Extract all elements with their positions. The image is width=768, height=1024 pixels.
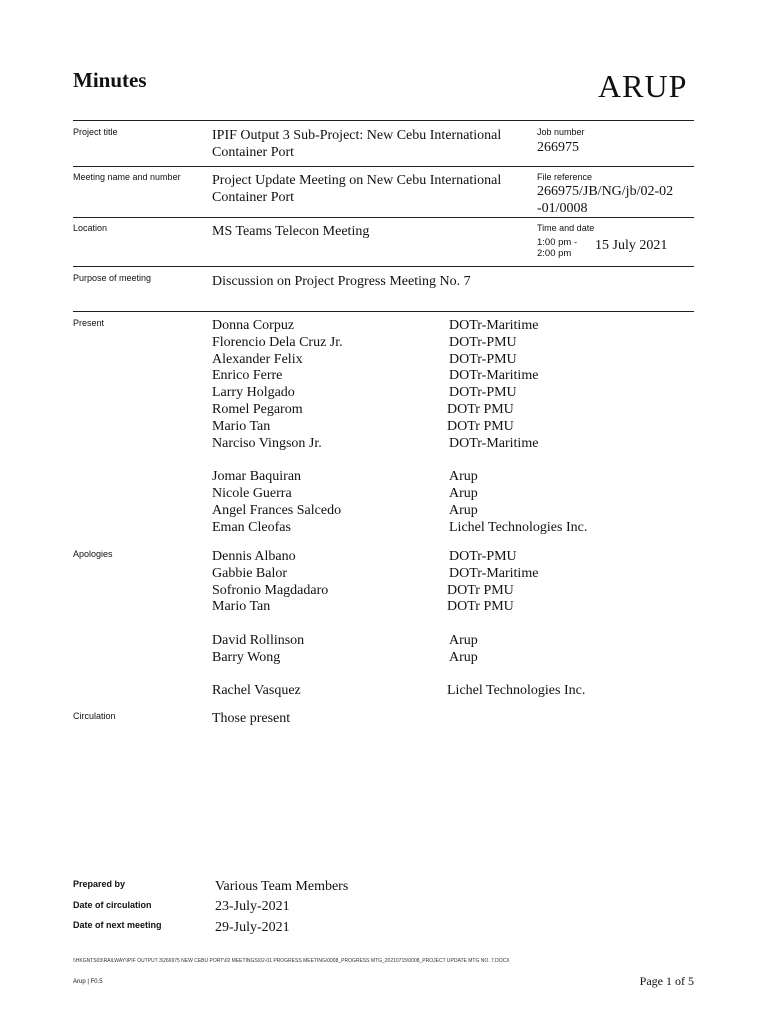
person-org: DOTr-PMU: [449, 334, 517, 350]
person-org: DOTr PMU: [447, 418, 514, 434]
person-name: Gabbie Balor: [212, 565, 288, 581]
meeting-time: 1:00 pm - 2:00 pm: [537, 237, 578, 259]
person-org: DOTr-PMU: [449, 549, 517, 564]
list-item: [212, 599, 692, 616]
person-org: Arup: [449, 485, 478, 501]
present-list: [212, 318, 692, 536]
list-item: [212, 335, 692, 352]
person-name: Enrico Ferre: [212, 368, 283, 384]
list-item: [212, 520, 692, 537]
person-name: Dennis Albano: [212, 549, 296, 564]
divider: [73, 166, 694, 167]
person-org: DOTr-PMU: [449, 385, 517, 401]
person-name: Nicole Guerra: [212, 485, 292, 501]
job-number-value: 266975: [537, 140, 579, 155]
person-name: Mario Tan: [212, 418, 271, 434]
apologies-list: [212, 549, 692, 700]
file-path: \\HKGNTS03\RAILWAY\IPIF OUTPUT 3\266975 NEW CEBU PORT\02 MEETINGS\02-01 PROGRESS MEETING\0008_PROGRESS MTG_20210715\0008_PROJECT UPDATE MTG NO. 7.DOCX: [73, 958, 510, 964]
list-item: [212, 583, 692, 600]
list-item: [212, 402, 692, 419]
file-reference-label: File reference: [537, 172, 593, 182]
purpose-value: Discussion on Project Progress Meeting No. 7: [212, 274, 471, 289]
person-name: Mario Tan: [212, 599, 271, 615]
document-title: Minutes: [73, 68, 147, 92]
person-name: Barry Wong: [212, 649, 281, 665]
prepared-by-value: Various Team Members: [215, 879, 349, 894]
person-name: Florencio Dela Cruz Jr.: [212, 334, 343, 350]
person-org: DOTr PMU: [447, 599, 514, 615]
list-item: [212, 352, 692, 369]
person-org: Arup: [449, 502, 478, 518]
person-org: DOTr-Maritime: [449, 565, 539, 581]
person-org: DOTr-Maritime: [449, 368, 539, 384]
person-org: Arup: [449, 649, 478, 665]
list-item: [212, 633, 692, 650]
version-label: Arup | F0.5: [73, 979, 103, 985]
person-org: Arup: [449, 469, 478, 485]
person-name: Alexander Felix: [212, 351, 303, 367]
purpose-label: Purpose of meeting: [73, 273, 152, 283]
arup-logo: ARUP: [598, 68, 688, 104]
list-item: [212, 368, 692, 385]
person-org: DOTr-PMU: [449, 351, 517, 367]
spacer: [212, 667, 692, 684]
apologies-label: Apologies: [73, 549, 113, 559]
person-name: Narciso Vingson Jr.: [212, 435, 322, 451]
meeting-name-value: Project Update Meeting on New Cebu International Container Port: [212, 173, 502, 205]
person-name: Eman Cleofas: [212, 519, 291, 535]
circulation-value: Those present: [212, 711, 291, 726]
spacer: [212, 452, 692, 469]
meeting-date: 15 July 2021: [595, 238, 668, 253]
list-item: [212, 503, 692, 520]
divider: [73, 120, 694, 121]
file-reference-value: 266975/JB/NG/jb/02-02-01/0008: [537, 184, 674, 216]
person-name: Donna Corpuz: [212, 318, 295, 333]
person-org: DOTr-Maritime: [449, 435, 539, 451]
person-name: David Rollinson: [212, 632, 305, 648]
list-item: [212, 318, 692, 335]
list-item: [212, 650, 692, 667]
time-date-label: Time and date: [537, 223, 595, 233]
list-item: [212, 683, 692, 700]
present-label: Present: [73, 318, 105, 328]
list-item: [212, 469, 692, 486]
divider: [73, 266, 694, 267]
list-item: [212, 486, 692, 503]
person-name: Sofronio Magdadaro: [212, 582, 329, 598]
person-org: Lichel Technologies Inc.: [447, 683, 586, 699]
person-org: Lichel Technologies Inc.: [449, 519, 588, 535]
list-item: [212, 385, 692, 402]
person-name: Rachel Vasquez: [212, 683, 301, 699]
project-title-label: Project title: [73, 127, 118, 137]
person-org: Arup: [449, 632, 478, 648]
person-name: Larry Holgado: [212, 385, 295, 401]
divider: [73, 217, 694, 218]
project-title-value: IPIF Output 3 Sub-Project: New Cebu International Container Port: [212, 128, 502, 160]
prepared-by-label: Prepared by: [73, 879, 126, 889]
location-value: MS Teams Telecon Meeting: [212, 224, 370, 239]
list-item: [212, 436, 692, 453]
job-number-label: Job number: [537, 127, 585, 137]
date-of-circulation-label: Date of circulation: [73, 900, 152, 910]
person-name: Angel Frances Salcedo: [212, 502, 342, 518]
date-of-next-meeting-label: Date of next meeting: [73, 920, 162, 930]
meeting-name-label: Meeting name and number: [73, 172, 181, 182]
person-org: DOTr PMU: [447, 401, 514, 417]
person-org: DOTr PMU: [447, 582, 514, 598]
list-item: [212, 549, 692, 566]
person-name: Romel Pegarom: [212, 401, 303, 417]
person-name: Jomar Baquiran: [212, 469, 302, 485]
list-item: [212, 566, 692, 583]
list-item: [212, 419, 692, 436]
date-of-circulation-value: 23-July-2021: [215, 899, 290, 914]
location-label: Location: [73, 223, 108, 233]
circulation-label: Circulation: [73, 711, 116, 721]
date-of-next-meeting-value: 29-July-2021: [215, 920, 290, 935]
divider: [73, 311, 694, 312]
page-number: Page 1 of 5: [639, 974, 694, 988]
person-org: DOTr-Maritime: [449, 318, 539, 333]
spacer: [212, 616, 692, 633]
